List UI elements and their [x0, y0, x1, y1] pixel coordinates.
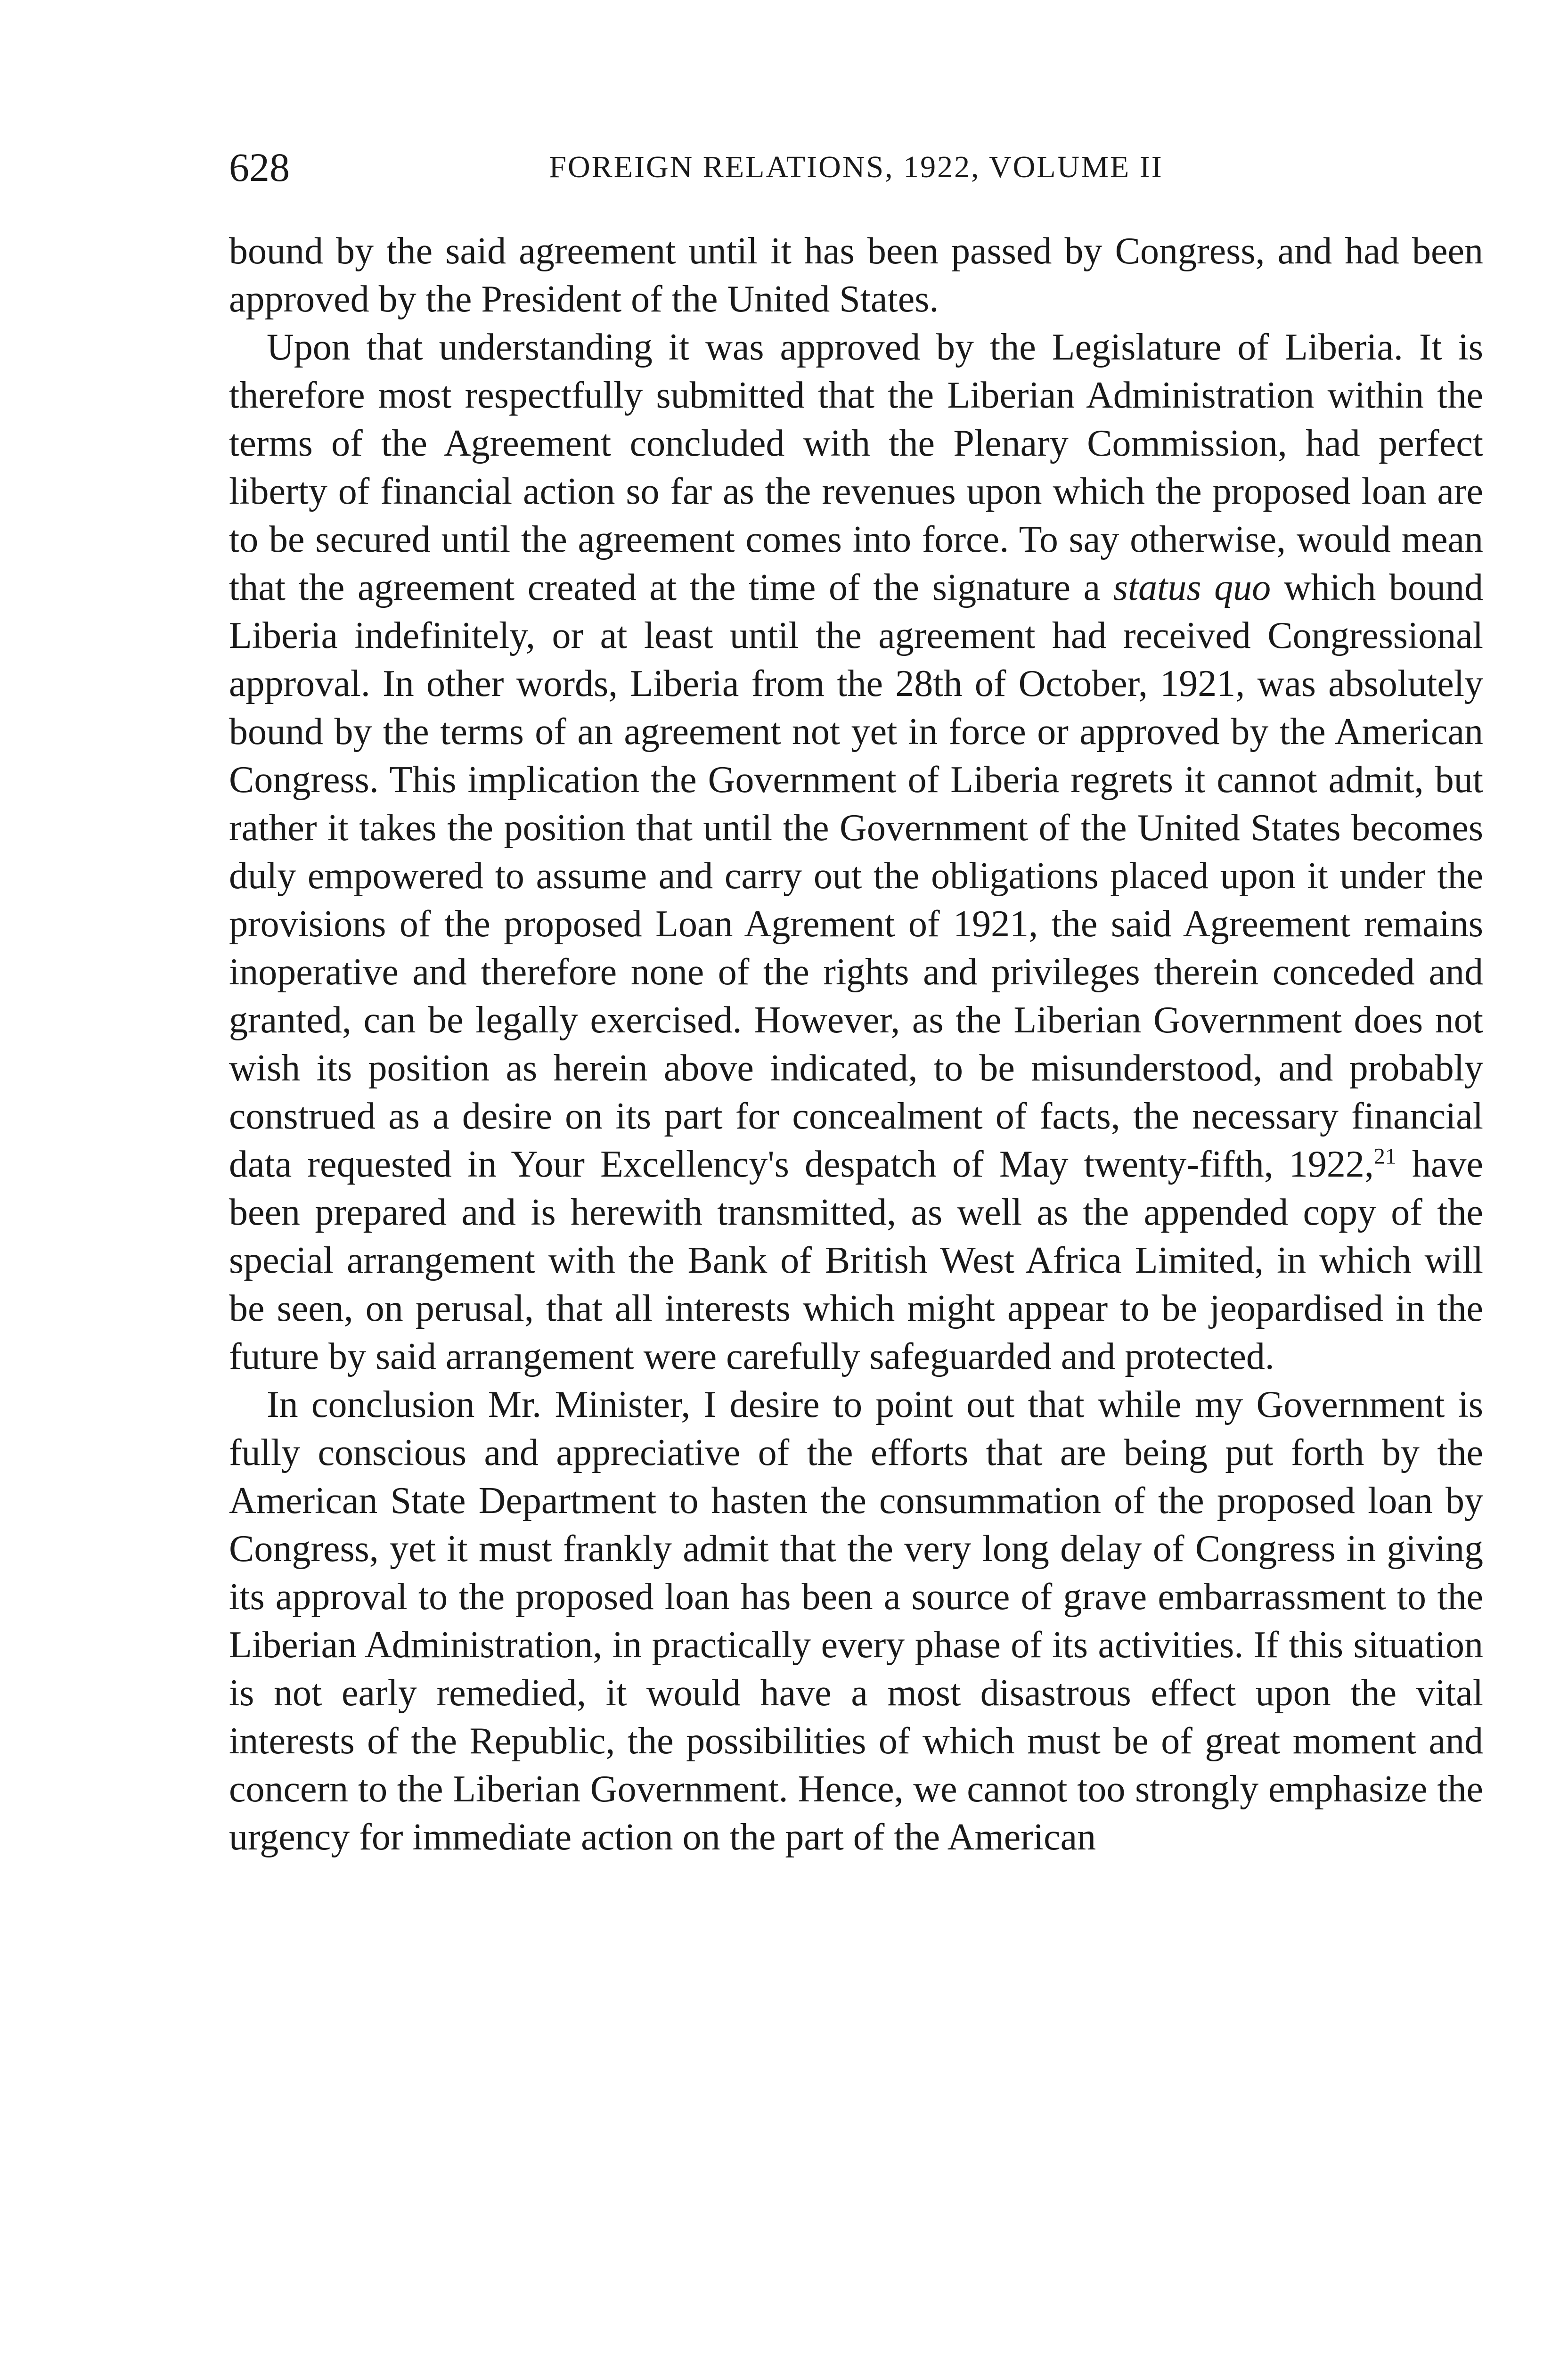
- page-number: 628: [229, 145, 290, 190]
- running-head: FOREIGN RELATIONS, 1922, VOLUME II: [549, 150, 1163, 184]
- paragraph-3: In conclusion Mr. Minister, I desire to point out that while my Government is fully conscious and appreciative of the efforts that are being put forth by the American State Department to hasten the consummation of the proposed loan by Congress, yet it must frankly admit that the very long delay of Congress in giving its approval to the proposed loan has been a source of grave embarrassment to the Liberian Administration, in practically every phase of its activities. If this situation is not early remedied, it would have a most disastrous effect upon the vital interests of the Republic, the possibilities of which must be of great moment and concern to the Liberian Government. Hence, we cannot too strongly emphasize the urgency for immediate action on the part of the American: [229, 1384, 1483, 1858]
- paragraph-1: bound by the said agreement until it has been passed by Congress, and had been approved by the President of the United States.: [229, 230, 1483, 320]
- paragraph-2-text-b: which bound Liberia indefinitely, or at least until the agreement had received Congressional approval. In other words, Liberia from the 28th of October, 1921, was absolutely bound by the terms of an agreement not yet in force or approved by the American Congress. This implication the Government of Liberia regrets it cannot admit, but rather it takes the position that until the Government of the United States becomes duly empowered to assume and carry out the obligations placed upon it under the provisions of the proposed Loan Agrement of 1921, the said Agreement remains inoperative and therefore none of the rights and privileges therein conceded and granted, can be legally exercised. However, as the Liberian Government does not wish its position as herein above indicated, to be misunderstood, and probably construed as a desire on its part for concealment of facts, the necessary financial data requested in Your Excellency's despatch of May twenty-fifth, 1922,: [229, 567, 1484, 1185]
- paragraph-2-text-c: have been prepared and is herewith transmitted, as well as the appended copy of the special arrangement with the Bank of British West Africa Limited, in which will be seen, on perusal, that all interests which might appear to be jeopardised in the future by said arrangement were carefully safeguarded and protected.: [229, 1144, 1483, 1377]
- footnote-reference: 21: [1373, 1144, 1396, 1169]
- body-text: [229, 227, 1483, 1861]
- page-header: [229, 141, 1483, 193]
- italic-phrase: status quo: [1113, 567, 1271, 608]
- paragraph-2-text-a: Upon that understanding it was approved by the Legislature of Liberia. It is therefore most respectfully submitted that the Liberian Administration within the terms of the Agreement concluded with the Plenary Commission, had perfect liberty of financial action so far as the revenues upon which the proposed loan are to be secured until the agreement comes into force. To say otherwise, would mean that the agreement created at the time of the signature a: [229, 327, 1483, 608]
- paragraph-2: [229, 323, 1483, 1381]
